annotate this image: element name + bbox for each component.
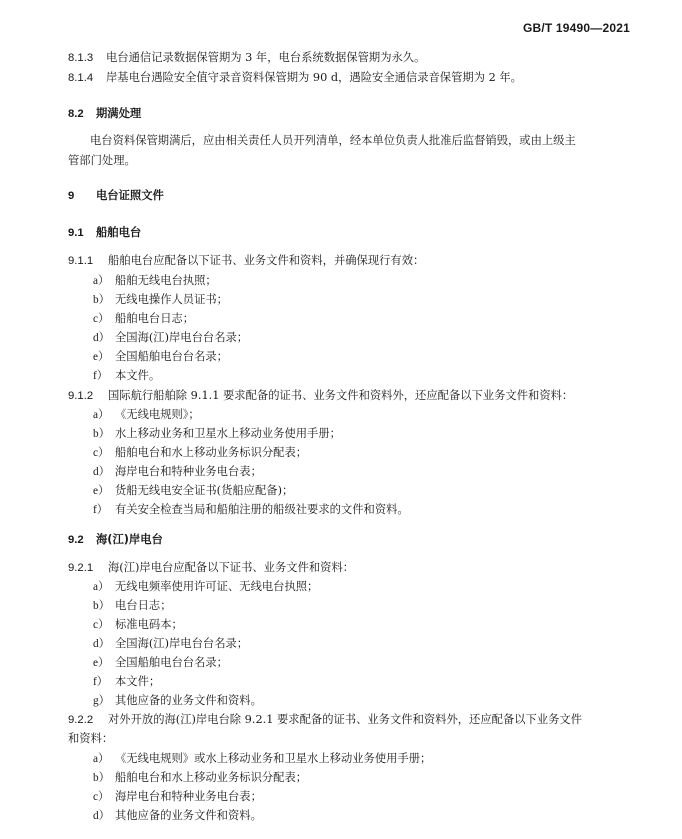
heading-number: 9.2 [68, 534, 84, 546]
heading-9-1 [68, 225, 141, 241]
heading-9 [68, 188, 164, 204]
standard-code: GB/T 19490—2021 [522, 21, 630, 35]
list-item: f） 本文件； [93, 675, 161, 688]
clause-number: 9.1.2 [68, 390, 94, 402]
heading-title: 期满处理 [96, 107, 142, 120]
paragraph-line: 电台资料保管期满后，应由相关责任人员开列清单，经本单位负责人批准后监督销毁，或由上级主 [90, 134, 576, 147]
list-item: c） 船舶电台日志； [93, 312, 195, 325]
paragraph-line: 管部门处理。 [68, 154, 136, 167]
heading-number: 9.1 [68, 227, 84, 239]
list-item: b） 电台日志； [93, 599, 172, 612]
clause-text: 电台通信记录数据保管期为 3 年，电台系统数据保管期为永久。 [106, 51, 426, 64]
clause-text: 海(江)岸电台应配备以下证书、业务文件和资料： [108, 561, 355, 574]
heading-number: 8.2 [68, 108, 84, 120]
list-item: e） 全国船舶电台台名录； [93, 656, 228, 669]
list-item: d） 全国海(江)岸电台台名录； [93, 331, 249, 344]
heading-title: 船舶电台 [96, 226, 142, 239]
list-item: d） 其他应备的业务文件和资料。 [93, 809, 262, 822]
list-item: e） 全国船舶电台台名录； [93, 350, 228, 363]
clause-text: 国际航行船舶除 9.1.1 要求配备的证书、业务文件和资料外，还应配备以下业务文件和资料： [108, 389, 574, 402]
clause-9-1-1 [68, 253, 424, 269]
clause-number: 8.1.3 [68, 52, 94, 64]
list-item: f） 有关安全检查当局和船舶注册的船级社要求的文件和资料。 [93, 503, 409, 516]
paragraph-line: 和资料： [68, 732, 114, 745]
clause-number: 9.1.1 [68, 255, 94, 267]
list-item: c） 标准电码本； [93, 618, 183, 631]
list-item: a） 《无线电规则》或水上移动业务和卫星水上移动业务使用手册； [93, 752, 432, 765]
clause-text: 岸基电台遇险安全值守录音资料保管期为 90 d，遇险安全通信录音保管期为 2 年。 [106, 71, 522, 84]
clause-number: 8.1.4 [68, 72, 94, 84]
clause-text: 对外开放的海(江)岸电台除 9.2.1 要求配备的证书、业务文件和资料外，还应配备以下业务文件 [108, 713, 583, 726]
clause-8-1-4 [68, 70, 522, 86]
heading-8-2 [68, 106, 141, 122]
list-item: a） 船舶无线电台执照； [93, 274, 217, 287]
heading-title: 电台证照文件 [96, 189, 164, 202]
clause-text: 船舶电台应配备以下证书、业务文件和资料，并确保现行有效： [108, 254, 425, 267]
list-item: d） 全国海(江)岸电台台名录； [93, 637, 249, 650]
heading-title: 海(江)岸电台 [96, 533, 163, 546]
clause-9-1-2 [68, 388, 573, 404]
clause-8-1-3 [68, 50, 425, 66]
list-item: b） 水上移动业务和卫星水上移动业务使用手册； [93, 427, 341, 440]
list-item: g） 其他应备的业务文件和资料。 [93, 694, 262, 707]
list-item: c） 海岸电台和特种业务电台表； [93, 790, 262, 803]
list-item: c） 船舶电台和水上移动业务标识分配表； [93, 446, 308, 459]
list-item: b） 船舶电台和水上移动业务标识分配表； [93, 771, 308, 784]
list-item: a） 《无线电规则》； [93, 408, 200, 421]
list-item: b） 无线电操作人员证书； [93, 293, 228, 306]
list-item: d） 海岸电台和特种业务电台表； [93, 465, 262, 478]
list-item: a） 无线电频率使用许可证、无线电台执照； [93, 580, 319, 593]
heading-number: 9 [68, 190, 75, 202]
list-item: f） 本文件。 [93, 369, 161, 382]
clause-number: 9.2.2 [68, 714, 94, 726]
heading-9-2 [68, 532, 163, 548]
clause-9-2-2 [68, 712, 582, 728]
list-item: e） 货船无线电安全证书(货船应配备)； [93, 484, 294, 497]
clause-9-2-1 [68, 560, 354, 576]
clause-number: 9.2.1 [68, 562, 94, 574]
